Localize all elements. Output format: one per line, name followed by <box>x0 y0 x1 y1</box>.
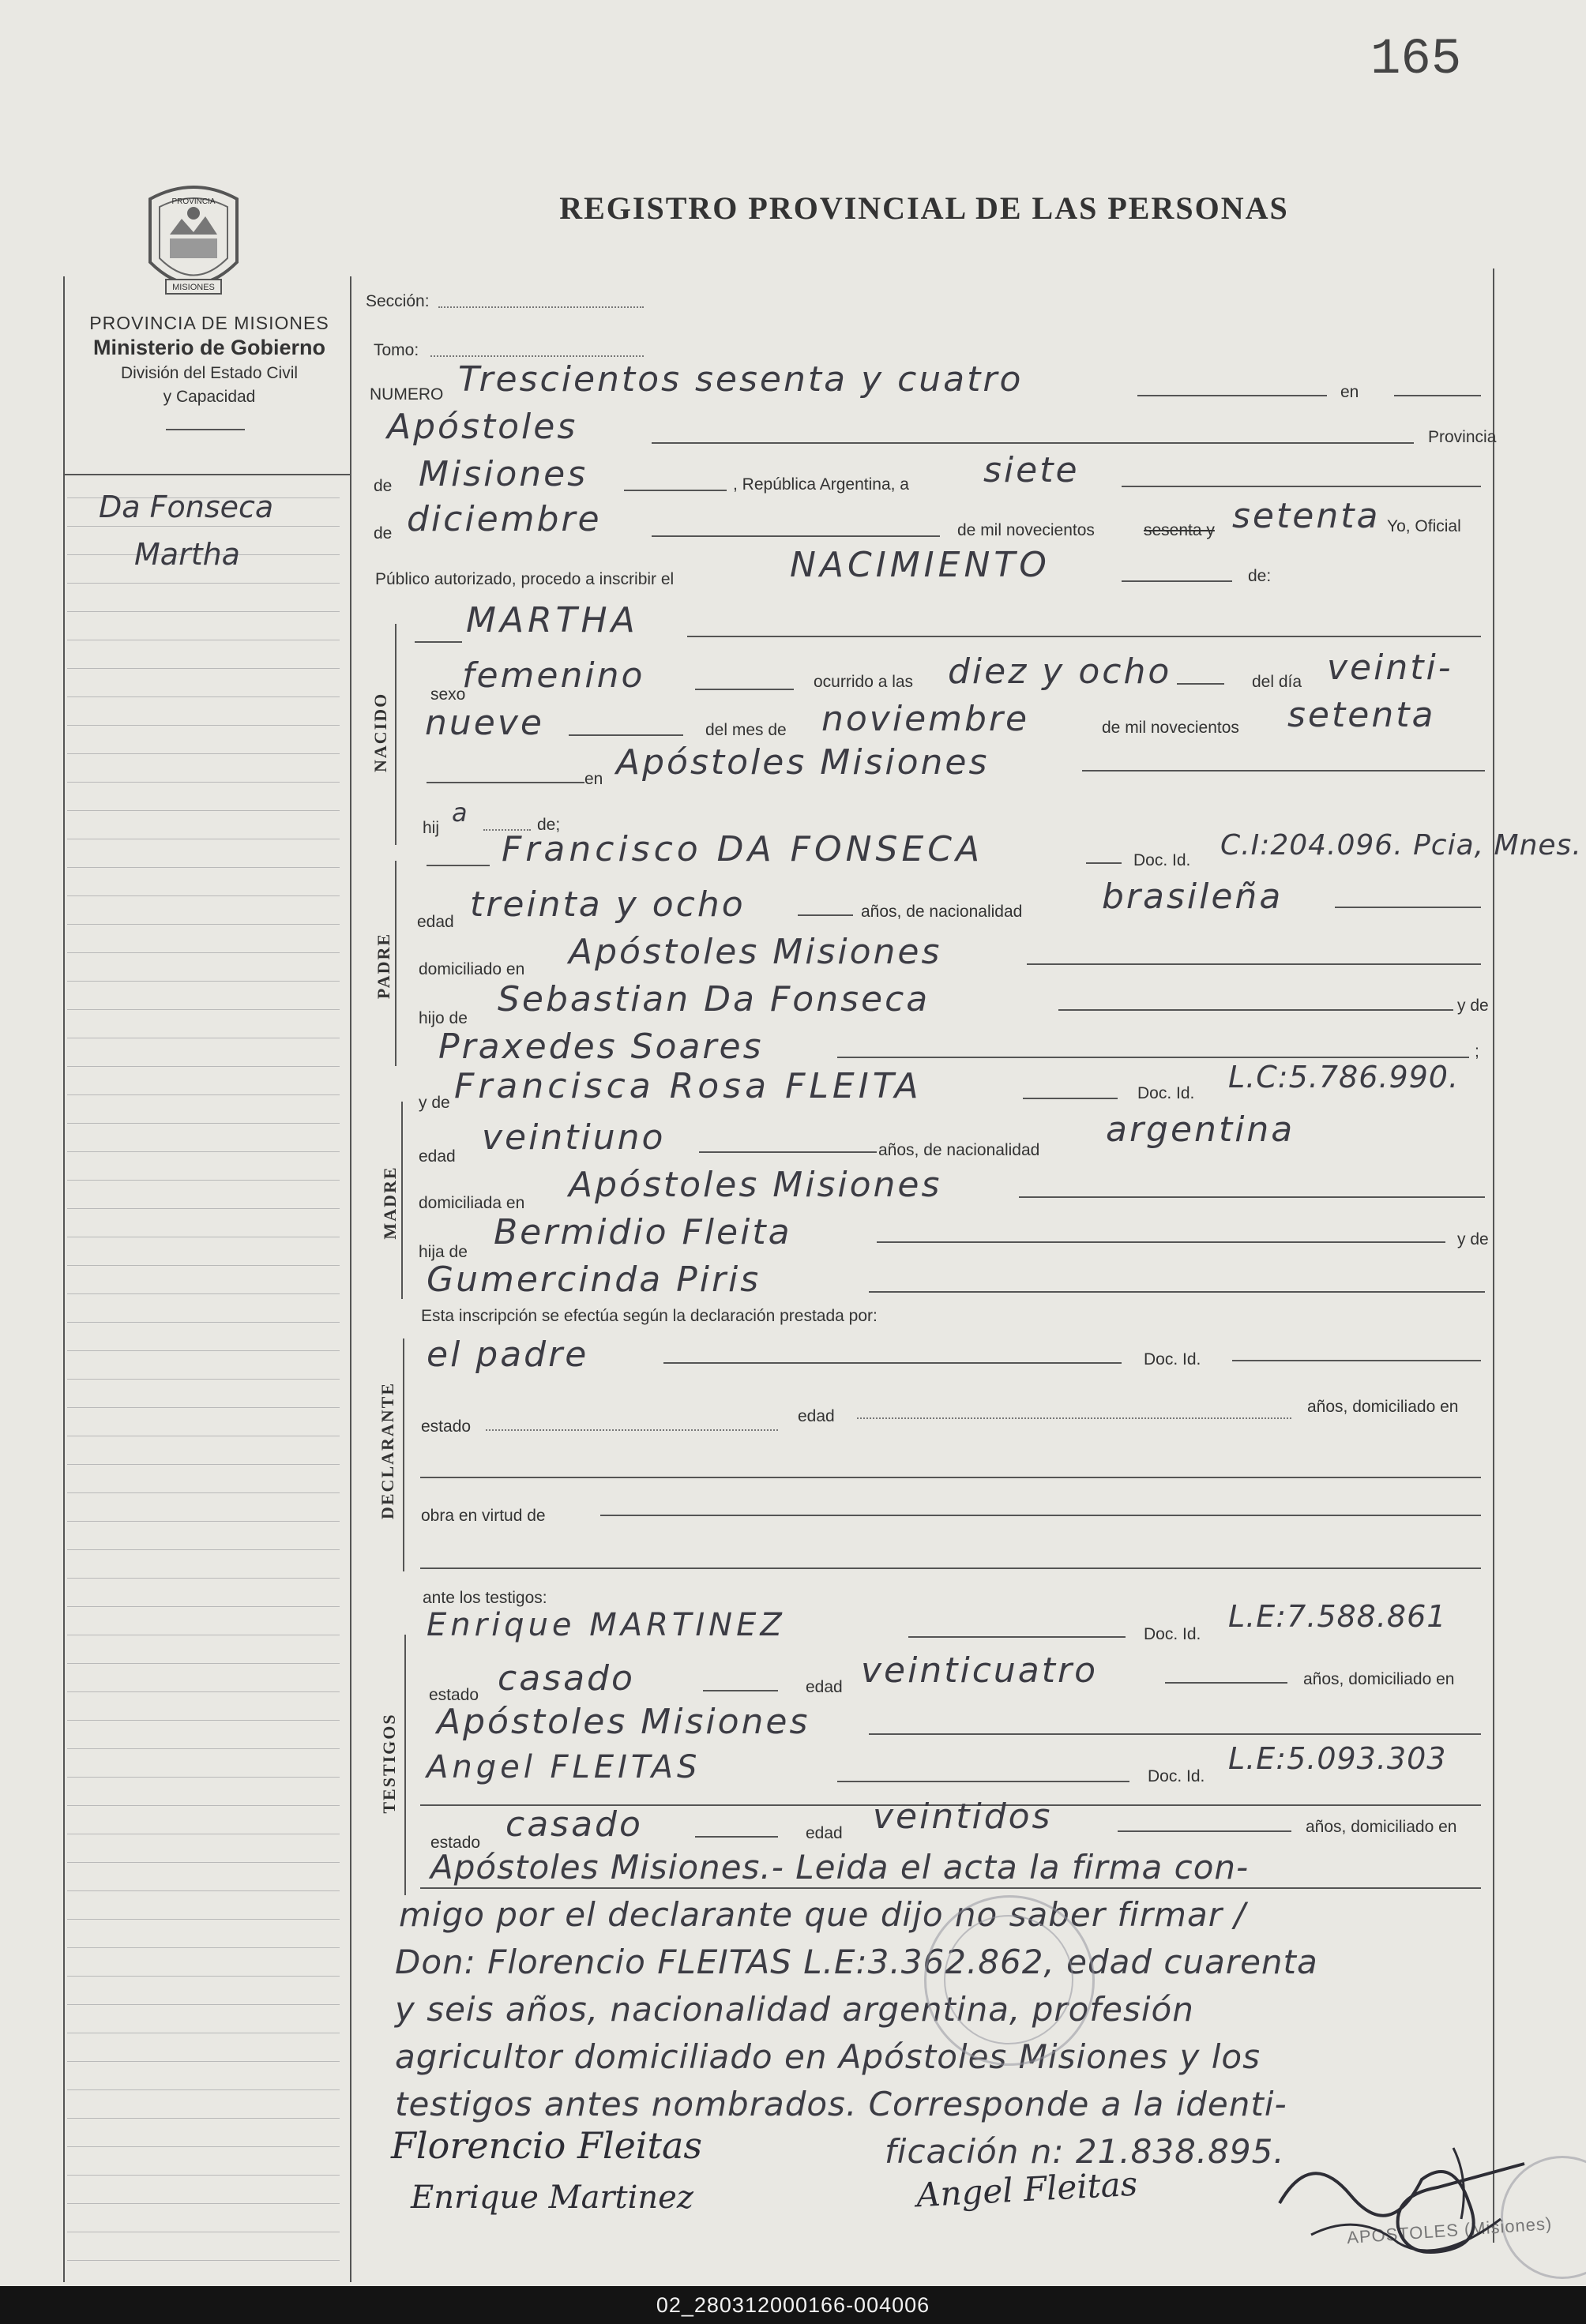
margin-rule-line <box>67 1606 340 1607</box>
madre-dom-fill <box>1019 1196 1485 1198</box>
margin-rule-line <box>67 782 340 783</box>
mes-fill <box>652 535 940 537</box>
margin-rule-line <box>67 1976 340 1977</box>
section-label-madre: MADRE <box>380 1166 400 1240</box>
entry-dia-nac-1: veinti- <box>1327 648 1453 688</box>
image-footer-id: 02_280312000166-004006 <box>0 2286 1586 2324</box>
label-obra: obra en virtud de <box>421 1507 546 1525</box>
entry-acto: NACIMIENTO <box>790 545 1050 585</box>
entry-declarante: el padre <box>427 1335 589 1375</box>
margin-top-rule <box>63 474 351 475</box>
signature-declarante: Florencio Fleitas <box>391 2124 703 2167</box>
margin-rule-line <box>67 1805 340 1806</box>
section-label-nacido: NACIDO <box>370 692 390 772</box>
testigo1-fill <box>908 1636 1126 1638</box>
entry-provincia: Misiones <box>419 454 588 494</box>
entry-madre-doc: L.C:5.786.990. <box>1228 1060 1460 1094</box>
closing-line-1: migo por el declarante que dijo no saber firmar / <box>399 1895 1246 1934</box>
entry-madre-dom: Apóstoles Misiones <box>569 1165 942 1205</box>
label-en-nac: en <box>584 770 603 788</box>
label-edad-padre: edad <box>417 913 454 931</box>
label-republica: , República Argentina, a <box>733 475 909 494</box>
declarante-fill <box>663 1362 1122 1364</box>
hora-fill <box>1177 683 1224 685</box>
entry-testigo1-dom: Apóstoles Misiones <box>437 1702 810 1742</box>
padre-padre-fill <box>1058 1009 1453 1011</box>
label-estado-declarante: estado <box>421 1417 472 1436</box>
entry-nombre: MARTHA <box>466 600 639 640</box>
padre-madre-fill <box>837 1057 1469 1058</box>
entry-mes-nac: noviembre <box>821 699 1030 739</box>
margin-rule-line <box>67 1265 340 1266</box>
margin-rule-line <box>67 725 340 726</box>
section-bar-padre <box>395 861 396 1066</box>
label-dom-padre: domiciliado en <box>419 960 525 978</box>
margin-rule-line <box>67 2260 340 2261</box>
margin-rule-line <box>67 1720 340 1721</box>
entry-padre: Francisco DA FONSECA <box>502 829 984 869</box>
label-de-mil: de mil novecientos <box>957 521 1095 539</box>
label-de-acto: de: <box>1248 567 1272 585</box>
label-dom-madre: domiciliada en <box>419 1194 525 1212</box>
margin-right-border <box>350 276 351 2282</box>
entry-hij-suffix: a <box>452 798 470 828</box>
margin-rule-line <box>67 2146 340 2147</box>
margin-rule-line <box>67 611 340 612</box>
entry-dia-nac-2: nueve <box>425 703 544 743</box>
padre-edad-fill <box>798 914 853 916</box>
entry-padre-nac: brasileña <box>1102 877 1283 917</box>
margin-rule-line <box>67 2061 340 2062</box>
label-de-mil-nov: de mil novecientos <box>1102 719 1239 737</box>
label-edad-testigo2: edad <box>806 1824 843 1842</box>
entry-testigo2-edad: veintidos <box>873 1797 1053 1837</box>
label-anos-declarante: años, domiciliado en <box>1307 1398 1459 1416</box>
en-fill <box>1394 395 1481 396</box>
entry-anio-nac: setenta <box>1287 695 1436 735</box>
svg-text:PROVINCIA: PROVINCIA <box>171 197 216 206</box>
entry-anio: setenta <box>1232 496 1381 536</box>
closing-line-3: y seis años, nacionalidad argentina, profesión <box>395 1990 1194 2029</box>
margin-rule-line <box>67 1521 340 1522</box>
office-divider <box>166 429 245 430</box>
label-sesenta-struck: sesenta y <box>1144 521 1215 539</box>
office-division: División del Estado Civil <box>120 364 299 382</box>
signature-officer <box>1264 2132 1548 2270</box>
margin-rule-line <box>67 924 340 925</box>
label-doc-madre: Doc. Id. <box>1137 1084 1195 1102</box>
testigo2-edad-fill <box>1118 1830 1291 1832</box>
entry-lugar-nac: Apóstoles Misiones <box>616 742 990 783</box>
label-y-de-madre: y de <box>419 1094 450 1112</box>
entry-madre-padre: Bermidio Fleita <box>494 1212 792 1252</box>
dia-fill <box>1122 486 1481 487</box>
margin-rule-line <box>67 1094 340 1095</box>
office-province: PROVINCIA DE MISIONES <box>89 313 329 333</box>
margin-rule-line <box>67 1379 340 1380</box>
entry-testigo1: Enrique MARTINEZ <box>427 1607 786 1643</box>
edad-declarante-line <box>857 1417 1291 1419</box>
label-declaracion: Esta inscripción se efectúa según la declaración prestada por: <box>421 1307 878 1325</box>
margin-given-name: Martha <box>134 537 240 572</box>
margin-rule-line <box>67 668 340 669</box>
dia-nac-fill <box>569 734 683 736</box>
section-label-padre: PADRE <box>374 932 393 1000</box>
label-seccion: Sección: <box>366 292 430 310</box>
testigo2-estado-fill <box>695 1836 778 1838</box>
section-label-declarante: DECLARANTE <box>378 1381 397 1519</box>
tomo-line <box>430 355 644 357</box>
entry-testigo1-doc: L.E:7.588.861 <box>1228 1599 1447 1634</box>
margin-left-border <box>63 276 65 2282</box>
entry-hora: diez y ocho <box>948 651 1172 692</box>
entry-testigo2-estado: casado <box>505 1804 643 1845</box>
label-y-de-madre-2: y de <box>1457 1230 1489 1248</box>
margin-rule-line <box>67 1890 340 1891</box>
official-stamp <box>924 1895 1095 2066</box>
label-doc-declarante: Doc. Id. <box>1144 1350 1201 1368</box>
entry-testigo1-edad: veinticuatro <box>861 1650 1098 1691</box>
lugar-nac-fill <box>1082 770 1485 772</box>
label-en: en <box>1340 383 1359 401</box>
testigo2-fill <box>837 1781 1129 1782</box>
entry-madre-nac: argentina <box>1106 1109 1295 1150</box>
numero-fill <box>1137 395 1327 396</box>
margin-rule-line <box>67 1350 340 1351</box>
obra-line-1 <box>600 1515 1481 1516</box>
margin-rule-line <box>67 1919 340 1920</box>
entry-testigo2-dom: Apóstoles Misiones.- Leida el acta la firma con- <box>430 1848 1250 1887</box>
label-sexo: sexo <box>430 685 466 704</box>
declarante-doc-fill <box>1232 1360 1481 1361</box>
label-edad-testigo1: edad <box>806 1678 843 1696</box>
label-publico: Público autorizado, procedo a inscribir el <box>375 570 675 588</box>
label-testigos: ante los testigos: <box>423 1589 547 1607</box>
section-label-testigos: TESTIGOS <box>379 1713 399 1814</box>
label-de-mes: de <box>374 524 393 543</box>
margin-rule-line <box>67 1180 340 1181</box>
office-division-2: y Capacidad <box>163 388 256 406</box>
obra-line-2 <box>420 1567 1481 1569</box>
section-bar-madre <box>401 1102 403 1299</box>
madre-padre-fill <box>877 1241 1445 1243</box>
form-title: REGISTRO PROVINCIAL DE LAS PERSONAS <box>559 190 1289 226</box>
office-ministry: Ministerio de Gobierno <box>92 336 326 359</box>
margin-rule-line <box>67 981 340 982</box>
label-tomo: Tomo: <box>374 341 419 359</box>
margin-rule-line <box>67 895 340 896</box>
entry-sexo: femenino <box>462 655 645 696</box>
margin-rule-line <box>67 1492 340 1493</box>
margin-rule-line <box>67 696 340 697</box>
label-nac-madre: años, de nacionalidad <box>878 1141 1040 1159</box>
margin-rule-line <box>67 1947 340 1948</box>
label-nac-padre: años, de nacionalidad <box>861 903 1023 921</box>
entry-madre: Francisca Rosa FLEITA <box>454 1066 923 1106</box>
margin-rule-line <box>67 1066 340 1067</box>
margin-rule-line <box>67 1123 340 1124</box>
label-numero: NUMERO <box>370 385 444 404</box>
margin-rule-line <box>67 2118 340 2119</box>
margin-rule-line <box>67 952 340 953</box>
entry-madre-edad: veintiuno <box>482 1117 666 1158</box>
office-header <box>63 313 355 407</box>
label-y-de-padre: y de <box>1457 997 1489 1015</box>
closing-line-4: agricultor domiciliado en Apóstoles Misiones y los <box>395 2037 1261 2076</box>
label-de-provincia: de <box>374 477 393 495</box>
margin-rule-line <box>67 526 340 527</box>
margin-rule-line <box>67 1322 340 1323</box>
acto-fill <box>1122 580 1232 582</box>
margin-rule-line <box>67 1748 340 1749</box>
label-hij: hij <box>423 819 440 837</box>
entry-testigo1-estado: casado <box>498 1658 635 1699</box>
margin-rule-line <box>67 753 340 754</box>
margin-surname: Da Fonseca <box>99 490 274 524</box>
label-ocurrido: ocurrido a las <box>814 673 914 691</box>
margin-rule-line <box>67 2089 340 2090</box>
entry-dia: siete <box>983 450 1080 490</box>
margin-rule-line <box>67 1293 340 1294</box>
margin-rule-line <box>67 1208 340 1209</box>
label-anos-testigo2: años, domiciliado en <box>1306 1818 1457 1836</box>
label-semicolon: ; <box>1475 1042 1479 1061</box>
entry-padre-madre: Praxedes Soares <box>438 1027 764 1067</box>
label-edad-declarante: edad <box>798 1407 835 1425</box>
lugar-fill <box>652 442 1414 444</box>
label-estado-testigo2: estado <box>430 1834 481 1852</box>
madre-edad-fill <box>699 1151 877 1153</box>
margin-rule-line <box>67 1663 340 1664</box>
sexo-fill <box>695 689 794 690</box>
signature-testigo2: Angel Fleitas <box>915 2164 1139 2215</box>
label-anos-testigo1: años, domiciliado en <box>1303 1670 1455 1688</box>
label-hija-madre: hija de <box>419 1243 468 1261</box>
entry-padre-padre: Sebastian Da Fonseca <box>498 979 930 1019</box>
testigo2-dom-rule <box>420 1887 1481 1889</box>
entry-padre-dom: Apóstoles Misiones <box>569 932 942 972</box>
nombre-fill <box>687 636 1481 637</box>
margin-rule-line <box>67 1151 340 1152</box>
entry-lugar: Apóstoles <box>387 407 578 447</box>
signature-testigo1: Enrique Martinez <box>411 2179 693 2216</box>
margin-rule-line <box>67 1464 340 1465</box>
svg-text:MISIONES: MISIONES <box>172 283 215 292</box>
label-doc-testigo2: Doc. Id. <box>1148 1767 1205 1785</box>
label-yo-oficial: Yo, Oficial <box>1387 517 1461 535</box>
label-hijo-padre: hijo de <box>419 1009 468 1027</box>
testigo1-edad-fill <box>1165 1682 1287 1684</box>
en-lead <box>427 782 584 783</box>
entry-madre-madre: Gumercinda Piris <box>427 1260 761 1300</box>
margin-rule-line <box>67 1009 340 1010</box>
stamp-text: APOSTOLES (Misiones) <box>1346 2213 1553 2248</box>
label-doc-testigo1: Doc. Id. <box>1144 1625 1201 1643</box>
entry-testigo2-doc: L.E:5.093.303 <box>1228 1741 1447 1776</box>
margin-rule-line <box>67 867 340 868</box>
margin-rule-line <box>67 1549 340 1550</box>
form-right-border <box>1493 268 1494 2243</box>
label-estado-testigo1: estado <box>429 1686 479 1704</box>
margin-rule-line <box>67 2175 340 2176</box>
page-number: 165 <box>1370 32 1462 88</box>
margin-rule-line <box>67 1407 340 1408</box>
provincia-fill <box>624 490 727 491</box>
closing-line-5: testigos antes nombrados. Corresponde a la identi- <box>395 2085 1287 2123</box>
entry-numero: Trescientos sesenta y cuatro <box>458 359 1024 400</box>
label-de-hij: de; <box>537 816 561 834</box>
entry-mes: diciembre <box>407 499 602 539</box>
padre-nac-fill <box>1335 907 1481 908</box>
padre-fill <box>1086 862 1122 864</box>
entry-testigo2: Angel FLEITAS <box>427 1749 701 1785</box>
margin-rule-line <box>67 2203 340 2204</box>
estado-declarante-line <box>486 1429 778 1431</box>
closing-line-6: ficación n: 21.838.895. <box>885 2132 1285 2171</box>
madre-fill <box>1023 1098 1118 1099</box>
margin-rule-line <box>67 1691 340 1692</box>
testigo1-dom-fill <box>869 1733 1481 1735</box>
coat-of-arms-icon <box>142 175 245 313</box>
margin-rule-line <box>67 2004 340 2005</box>
label-doc-padre: Doc. Id. <box>1133 851 1191 869</box>
testigo1-estado-fill <box>703 1690 778 1691</box>
label-edad-madre: edad <box>419 1147 456 1166</box>
closing-line-2: Don: Florencio FLEITAS L.E:3.362.862, edad cuarenta <box>395 1943 1318 1981</box>
label-provincia: Provincia <box>1428 428 1497 446</box>
section-bar-testigos <box>404 1635 406 1895</box>
margin-rule-line <box>67 1862 340 1863</box>
seccion-line <box>438 306 644 308</box>
margin-rule-line <box>67 1777 340 1778</box>
label-del-dia: del día <box>1252 673 1302 691</box>
label-del-mes: del mes de <box>705 721 787 739</box>
nombre-lead <box>415 641 462 643</box>
entry-padre-edad: treinta y ocho <box>470 884 746 925</box>
declarante-dom-line <box>420 1477 1481 1478</box>
margin-rule-line <box>67 583 340 584</box>
section-bar-nacido <box>395 624 396 845</box>
madre-madre-fill <box>869 1291 1485 1293</box>
padre-lead <box>427 865 490 866</box>
padre-dom-fill <box>1027 963 1481 965</box>
entry-padre-doc: C.I:204.096. Pcia, Mnes. <box>1220 829 1582 862</box>
section-bar-declarante <box>403 1338 404 1571</box>
margin-rule-line <box>67 1578 340 1579</box>
margin-rule-line <box>67 810 340 811</box>
